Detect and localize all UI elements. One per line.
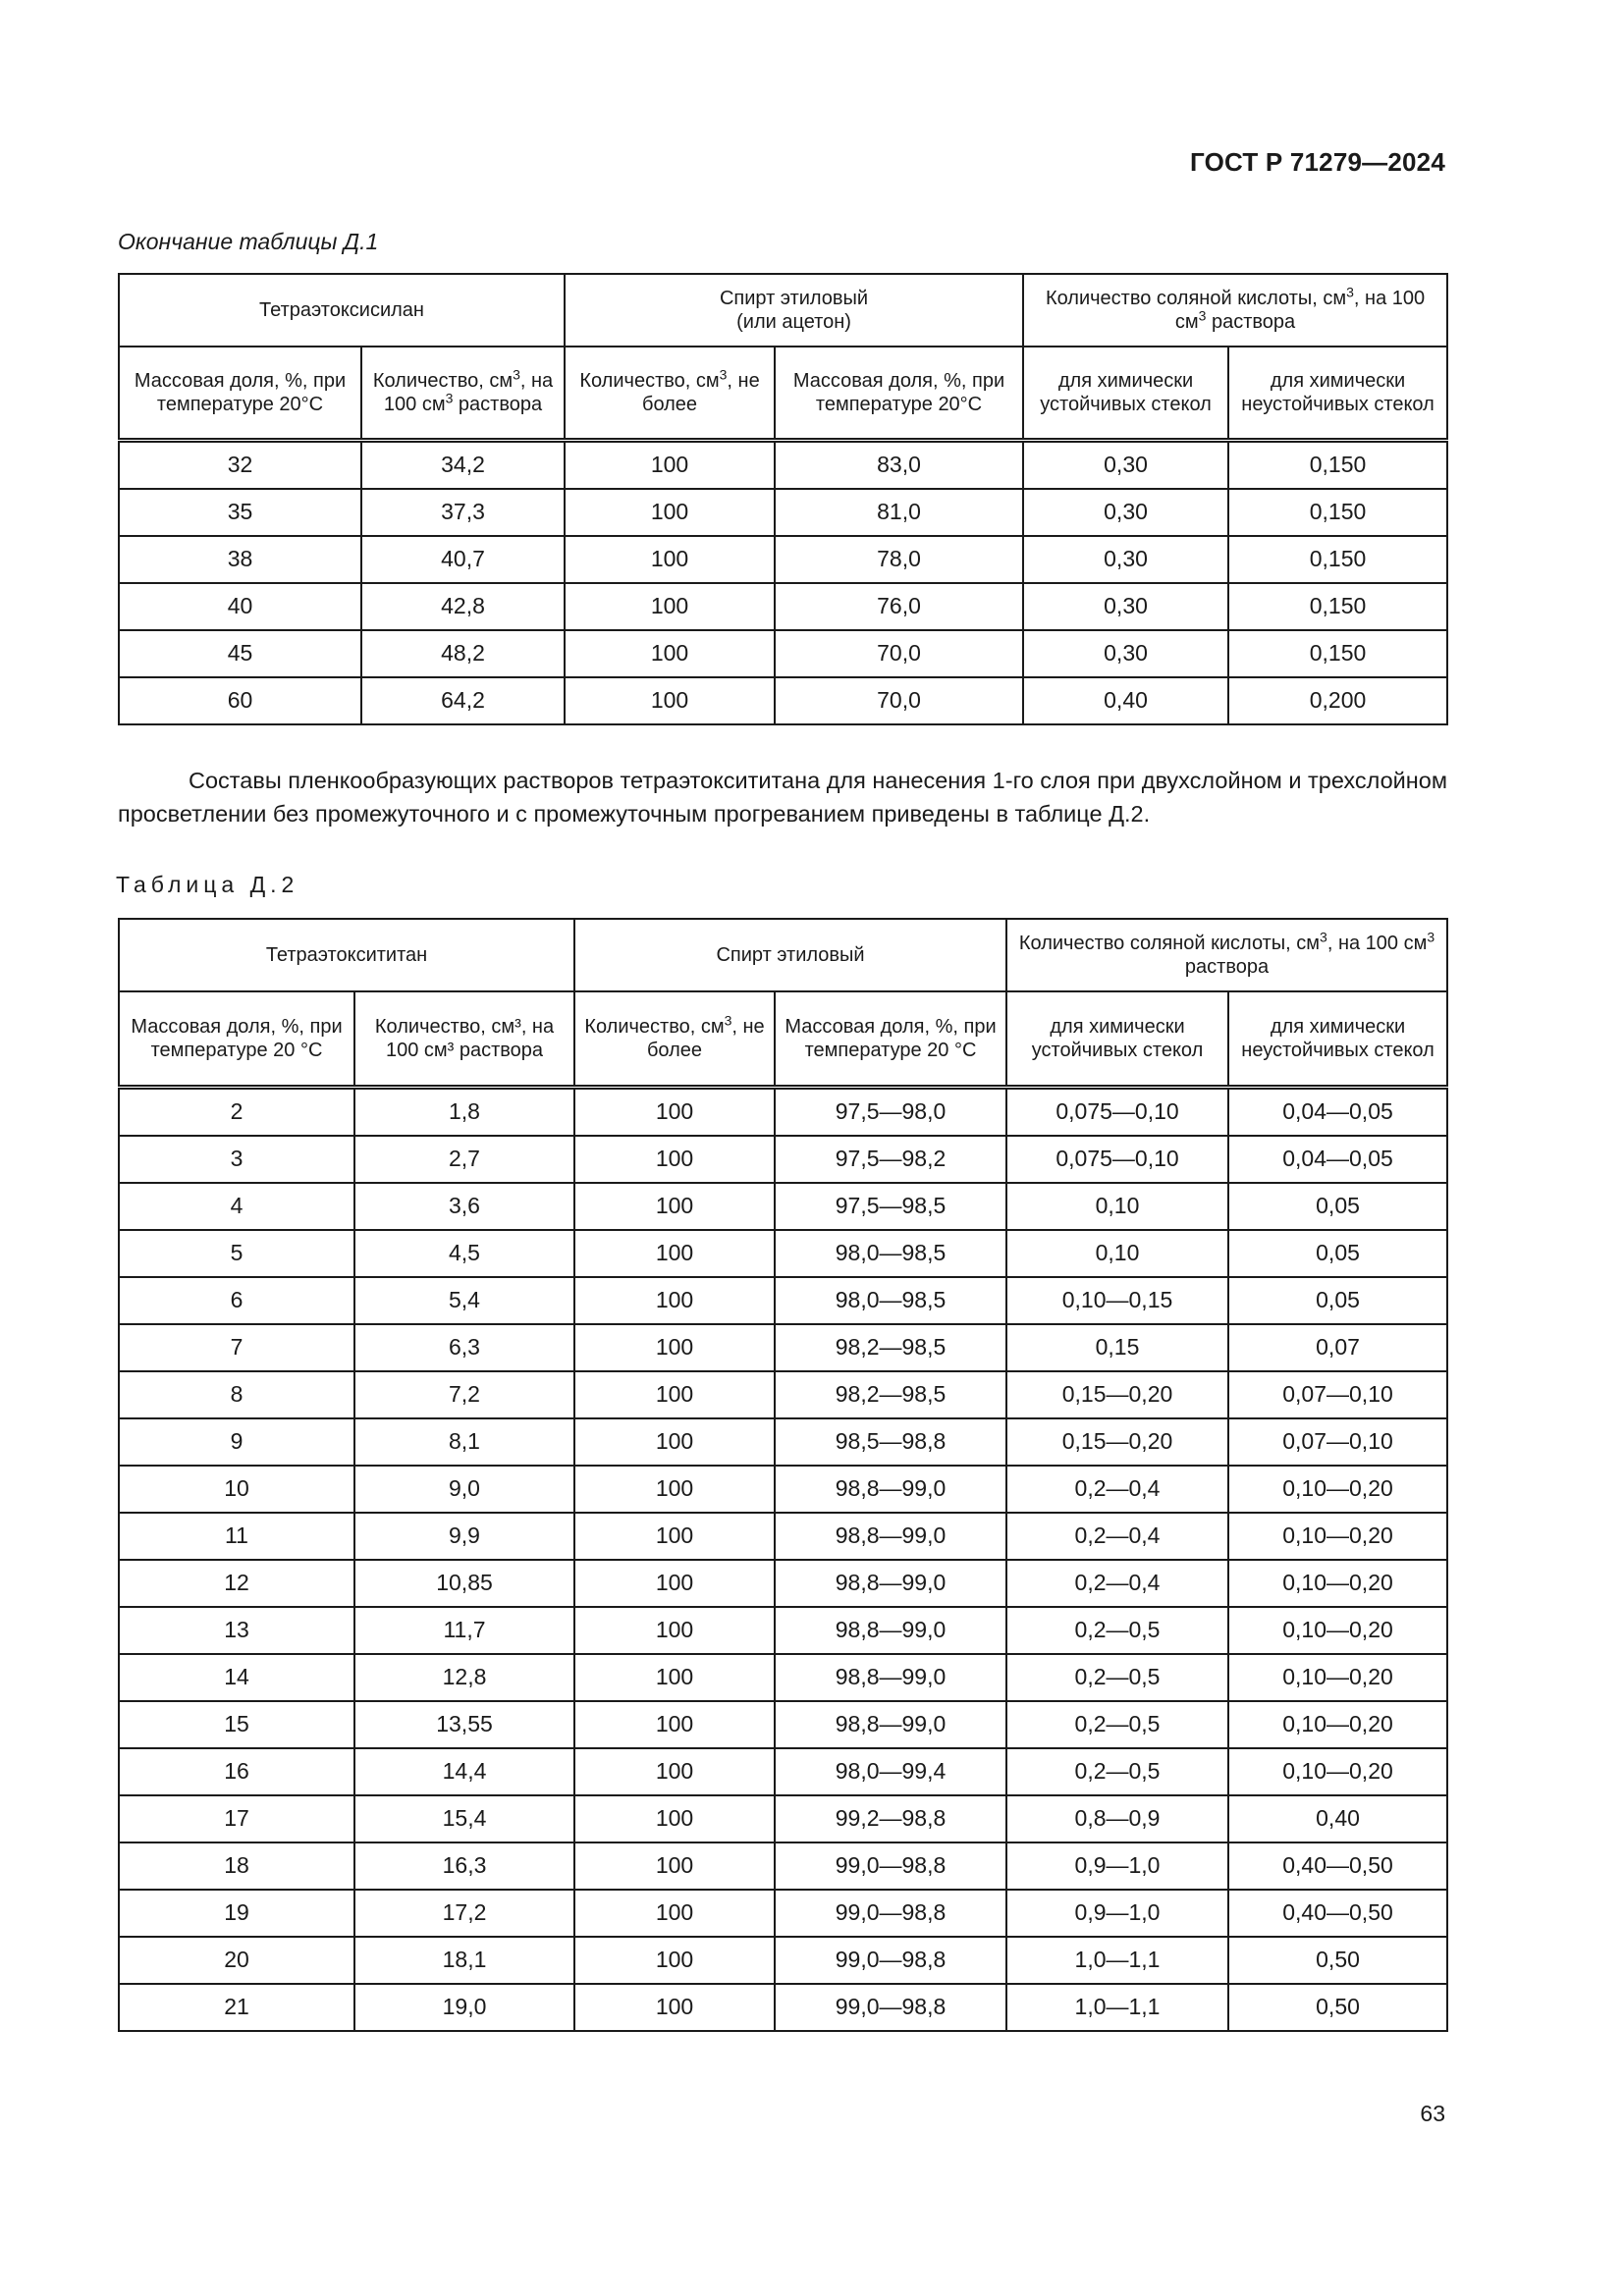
table-cell: 40,7 xyxy=(361,536,565,583)
table-cell: 5,4 xyxy=(354,1277,574,1324)
table-cell: 100 xyxy=(574,1701,775,1748)
table-row xyxy=(119,1277,1447,1324)
table-cell: 2,7 xyxy=(354,1136,574,1183)
table-cell: 21 xyxy=(119,1984,354,2031)
table-cell: 100 xyxy=(565,536,775,583)
table-cell: 18 xyxy=(119,1842,354,1890)
table-cell: 38 xyxy=(119,536,361,583)
table-cell: 98,2—98,5 xyxy=(775,1324,1006,1371)
table-cell: 13,55 xyxy=(354,1701,574,1748)
group-header-ethanol: Спирт этиловый xyxy=(574,919,1006,991)
sub-header-unstable-glass: для химически неустойчивых стекол xyxy=(1228,347,1447,440)
table-cell: 0,10—0,15 xyxy=(1006,1277,1228,1324)
sub-header-mass-fraction: Массовая доля, %, при температуре 20 °С xyxy=(119,991,354,1087)
table-cell: 100 xyxy=(574,1748,775,1795)
table-cell: 100 xyxy=(574,1466,775,1513)
table-row xyxy=(119,1418,1447,1466)
table-cell: 100 xyxy=(574,1513,775,1560)
table-cell: 98,0—99,4 xyxy=(775,1748,1006,1795)
table-cell: 0,150 xyxy=(1228,536,1447,583)
table-cell: 6,3 xyxy=(354,1324,574,1371)
table-cell: 100 xyxy=(574,1087,775,1136)
table-cell: 11,7 xyxy=(354,1607,574,1654)
table-cell: 100 xyxy=(574,1183,775,1230)
table-cell: 0,075—0,10 xyxy=(1006,1136,1228,1183)
table-row xyxy=(119,1607,1447,1654)
table-row xyxy=(119,1371,1447,1418)
table-row xyxy=(119,677,1447,724)
table-cell: 13 xyxy=(119,1607,354,1654)
table-cell: 78,0 xyxy=(775,536,1023,583)
table-cell: 0,9—1,0 xyxy=(1006,1842,1228,1890)
table-cell: 0,150 xyxy=(1228,440,1447,489)
table-cell: 3 xyxy=(119,1136,354,1183)
sub-header-mass-fraction-ethanol: Массовая доля, %, при температуре 20 °С xyxy=(775,991,1006,1087)
sub-header-quantity-per-100: Количество, см³, на 100 см³ раствора xyxy=(354,991,574,1087)
group-header-hcl: Количество соляной кислоты, $см^3$, на 100 $см^3$ раствора xyxy=(1023,274,1447,347)
table-row xyxy=(119,1937,1447,1984)
table-row xyxy=(119,1560,1447,1607)
table-cell: 99,0—98,8 xyxy=(775,1937,1006,1984)
document-code: ГОСТ Р 71279—2024 xyxy=(1190,147,1445,177)
table-cell: 1,8 xyxy=(354,1087,574,1136)
table-cell: 5 xyxy=(119,1230,354,1277)
table-cell: 100 xyxy=(574,1937,775,1984)
table-cell: 17,2 xyxy=(354,1890,574,1937)
table-cell: 48,2 xyxy=(361,630,565,677)
sub-header-mass-fraction: Массовая доля, %, при температуре 20°С xyxy=(119,347,361,440)
table-cell: 0,07—0,10 xyxy=(1228,1418,1447,1466)
table-cell: 0,075—0,10 xyxy=(1006,1087,1228,1136)
table-cell: 0,10 xyxy=(1006,1183,1228,1230)
table2-caption: Таблица Д.2 xyxy=(116,872,299,897)
table-cell: 0,04—0,05 xyxy=(1228,1087,1447,1136)
table-cell: 98,8—99,0 xyxy=(775,1607,1006,1654)
table-cell: 100 xyxy=(574,1842,775,1890)
table1-caption: Окончание таблицы Д.1 xyxy=(118,229,379,254)
table-cell: 0,150 xyxy=(1228,630,1447,677)
table-d1-continuation xyxy=(118,273,1448,725)
table-row xyxy=(119,1466,1447,1513)
table-cell: 100 xyxy=(565,630,775,677)
table-cell: 10,85 xyxy=(354,1560,574,1607)
group-header-ethanol: Спирт этиловый (или ацетон) xyxy=(565,274,1023,347)
table-cell: 8 xyxy=(119,1371,354,1418)
table-cell: 70,0 xyxy=(775,630,1023,677)
table-cell: 0,15—0,20 xyxy=(1006,1371,1228,1418)
table-cell: 4 xyxy=(119,1183,354,1230)
table-row xyxy=(119,1087,1447,1136)
table-row xyxy=(119,1654,1447,1701)
page-number: 63 xyxy=(1420,2101,1445,2126)
table-cell: 97,5—98,0 xyxy=(775,1087,1006,1136)
table-cell: 12,8 xyxy=(354,1654,574,1701)
table-row xyxy=(119,440,1447,489)
table-cell: 9,0 xyxy=(354,1466,574,1513)
table-cell: 0,9—1,0 xyxy=(1006,1890,1228,1937)
table-cell: 1,0—1,1 xyxy=(1006,1937,1228,1984)
table-cell: 10 xyxy=(119,1466,354,1513)
table-cell: 100 xyxy=(574,1795,775,1842)
table-cell: 0,10—0,20 xyxy=(1228,1607,1447,1654)
table-row xyxy=(119,1748,1447,1795)
table-cell: 9,9 xyxy=(354,1513,574,1560)
table-cell: 99,0—98,8 xyxy=(775,1984,1006,2031)
table-cell: 100 xyxy=(574,1136,775,1183)
group-header-tetraethoxytitanium: Тетраэтоксититан xyxy=(119,919,574,991)
table-cell: 0,2—0,5 xyxy=(1006,1748,1228,1795)
table-cell: 70,0 xyxy=(775,677,1023,724)
table-row xyxy=(119,1230,1447,1277)
table-cell: 100 xyxy=(574,1560,775,1607)
table-cell: 81,0 xyxy=(775,489,1023,536)
table-cell: 0,04—0,05 xyxy=(1228,1136,1447,1183)
table-cell: 1,0—1,1 xyxy=(1006,1984,1228,2031)
table-cell: 0,50 xyxy=(1228,1984,1447,2031)
table-row xyxy=(119,489,1447,536)
table-cell: 0,200 xyxy=(1228,677,1447,724)
table-row xyxy=(119,1984,1447,2031)
table-cell: 100 xyxy=(574,1371,775,1418)
table-row xyxy=(119,536,1447,583)
table-cell: 0,2—0,5 xyxy=(1006,1654,1228,1701)
group-header-tetraethoxysilane: Тетраэтоксисилан xyxy=(119,274,565,347)
sub-header-quantity-per-100: Количество, $см^3$, на 100 $см^3$ раствора xyxy=(361,347,565,440)
table-cell: 0,07 xyxy=(1228,1324,1447,1371)
table-cell: 35 xyxy=(119,489,361,536)
table-cell: 100 xyxy=(574,1230,775,1277)
table-cell: 0,10—0,20 xyxy=(1228,1560,1447,1607)
table-cell: 0,40—0,50 xyxy=(1228,1842,1447,1890)
sub-header-stable-glass: для химически устойчивых стекол xyxy=(1023,347,1228,440)
table-cell: 37,3 xyxy=(361,489,565,536)
table-cell: 99,2—98,8 xyxy=(775,1795,1006,1842)
table-cell: 98,8—99,0 xyxy=(775,1654,1006,1701)
table-cell: 60 xyxy=(119,677,361,724)
table-cell: 15,4 xyxy=(354,1795,574,1842)
sub-header-stable-glass: для химически устойчивых стекол xyxy=(1006,991,1228,1087)
table-cell: 100 xyxy=(574,1418,775,1466)
table-cell: 0,10—0,20 xyxy=(1228,1701,1447,1748)
table-cell: 100 xyxy=(574,1277,775,1324)
table-cell: 0,15 xyxy=(1006,1324,1228,1371)
table-cell: 11 xyxy=(119,1513,354,1560)
table-cell: 7,2 xyxy=(354,1371,574,1418)
table-cell: 98,8—99,0 xyxy=(775,1466,1006,1513)
table-cell: 100 xyxy=(565,489,775,536)
table-cell: 0,10 xyxy=(1006,1230,1228,1277)
table-row xyxy=(119,1324,1447,1371)
table-cell: 0,2—0,4 xyxy=(1006,1466,1228,1513)
table-cell: 100 xyxy=(565,583,775,630)
table-cell: 4,5 xyxy=(354,1230,574,1277)
table-d2 xyxy=(118,918,1448,2032)
table-cell: 0,15—0,20 xyxy=(1006,1418,1228,1466)
table-cell: 0,2—0,4 xyxy=(1006,1513,1228,1560)
table-row xyxy=(119,1136,1447,1183)
table-cell: 99,0—98,8 xyxy=(775,1842,1006,1890)
table-cell: 98,8—99,0 xyxy=(775,1513,1006,1560)
body-paragraph: Составы пленкообразующих растворов тетраэтоксититана для нанесения 1-го слоя при двухслойном и трехслойном просветлении без промежуточного и с промежуточным прогреванием приведены в таблице Д.2. xyxy=(118,768,1447,827)
table-cell: 14 xyxy=(119,1654,354,1701)
table-cell: 0,05 xyxy=(1228,1277,1447,1324)
table-cell: 100 xyxy=(574,1890,775,1937)
table-cell: 100 xyxy=(574,1654,775,1701)
table-cell: 45 xyxy=(119,630,361,677)
table-cell: 6 xyxy=(119,1277,354,1324)
table-cell: 14,4 xyxy=(354,1748,574,1795)
table-cell: 15 xyxy=(119,1701,354,1748)
table-cell: 0,10—0,20 xyxy=(1228,1654,1447,1701)
table-cell: 16,3 xyxy=(354,1842,574,1890)
table-cell: 97,5—98,5 xyxy=(775,1183,1006,1230)
table-cell: 3,6 xyxy=(354,1183,574,1230)
table-cell: 8,1 xyxy=(354,1418,574,1466)
table-cell: 0,2—0,5 xyxy=(1006,1701,1228,1748)
table-cell: 0,30 xyxy=(1023,440,1228,489)
table-cell: 2 xyxy=(119,1087,354,1136)
table-cell: 100 xyxy=(574,1984,775,2031)
table-cell: 98,0—98,5 xyxy=(775,1230,1006,1277)
table-row xyxy=(119,1701,1447,1748)
table-cell: 9 xyxy=(119,1418,354,1466)
table-row xyxy=(119,1513,1447,1560)
table-cell: 0,30 xyxy=(1023,536,1228,583)
table-row xyxy=(119,1795,1447,1842)
sub-header-quantity-max: Количество, $см^3$, не более xyxy=(574,991,775,1087)
group-header-hcl: Количество соляной кислоты, $см^3$, на 100 $см^3$ раствора xyxy=(1006,919,1447,991)
table-cell: 17 xyxy=(119,1795,354,1842)
table-cell: 76,0 xyxy=(775,583,1023,630)
table-cell: 0,07—0,10 xyxy=(1228,1371,1447,1418)
table-cell: 20 xyxy=(119,1937,354,1984)
table-cell: 0,10—0,20 xyxy=(1228,1466,1447,1513)
table-cell: 0,150 xyxy=(1228,489,1447,536)
table-cell: 98,8—99,0 xyxy=(775,1701,1006,1748)
table-row xyxy=(119,583,1447,630)
table-cell: 7 xyxy=(119,1324,354,1371)
table-cell: 0,30 xyxy=(1023,583,1228,630)
table-cell: 0,30 xyxy=(1023,630,1228,677)
table-cell: 98,5—98,8 xyxy=(775,1418,1006,1466)
table-cell: 100 xyxy=(565,440,775,489)
table-cell: 18,1 xyxy=(354,1937,574,1984)
table-cell: 0,05 xyxy=(1228,1183,1447,1230)
table-cell: 19 xyxy=(119,1890,354,1937)
table-row xyxy=(119,1842,1447,1890)
table-cell: 0,05 xyxy=(1228,1230,1447,1277)
table-cell: 99,0—98,8 xyxy=(775,1890,1006,1937)
table-cell: 0,40 xyxy=(1228,1795,1447,1842)
table-cell: 40 xyxy=(119,583,361,630)
table-cell: 34,2 xyxy=(361,440,565,489)
table-cell: 42,8 xyxy=(361,583,565,630)
sub-header-quantity-max: Количество, $см^3$, не более xyxy=(565,347,775,440)
table-cell: 0,40—0,50 xyxy=(1228,1890,1447,1937)
table-cell: 97,5—98,2 xyxy=(775,1136,1006,1183)
table-cell: 64,2 xyxy=(361,677,565,724)
table-cell: 100 xyxy=(574,1607,775,1654)
table-row xyxy=(119,1183,1447,1230)
table-row xyxy=(119,1890,1447,1937)
table-cell: 12 xyxy=(119,1560,354,1607)
sub-header-mass-fraction-ethanol: Массовая доля, %, при температуре 20°С xyxy=(775,347,1023,440)
table-cell: 100 xyxy=(574,1324,775,1371)
table-cell: 16 xyxy=(119,1748,354,1795)
table-cell: 0,8—0,9 xyxy=(1006,1795,1228,1842)
table-row xyxy=(119,630,1447,677)
table-cell: 0,10—0,20 xyxy=(1228,1513,1447,1560)
sub-header-unstable-glass: для химически неустойчивых стекол xyxy=(1228,991,1447,1087)
table-cell: 98,0—98,5 xyxy=(775,1277,1006,1324)
table-cell: 19,0 xyxy=(354,1984,574,2031)
table-cell: 0,50 xyxy=(1228,1937,1447,1984)
table-cell: 83,0 xyxy=(775,440,1023,489)
table-cell: 0,10—0,20 xyxy=(1228,1748,1447,1795)
table-cell: 0,2—0,4 xyxy=(1006,1560,1228,1607)
table-cell: 98,2—98,5 xyxy=(775,1371,1006,1418)
table-cell: 0,40 xyxy=(1023,677,1228,724)
table-cell: 0,150 xyxy=(1228,583,1447,630)
table-cell: 0,30 xyxy=(1023,489,1228,536)
table-cell: 0,2—0,5 xyxy=(1006,1607,1228,1654)
table-cell: 98,8—99,0 xyxy=(775,1560,1006,1607)
table-cell: 32 xyxy=(119,440,361,489)
table-cell: 100 xyxy=(565,677,775,724)
